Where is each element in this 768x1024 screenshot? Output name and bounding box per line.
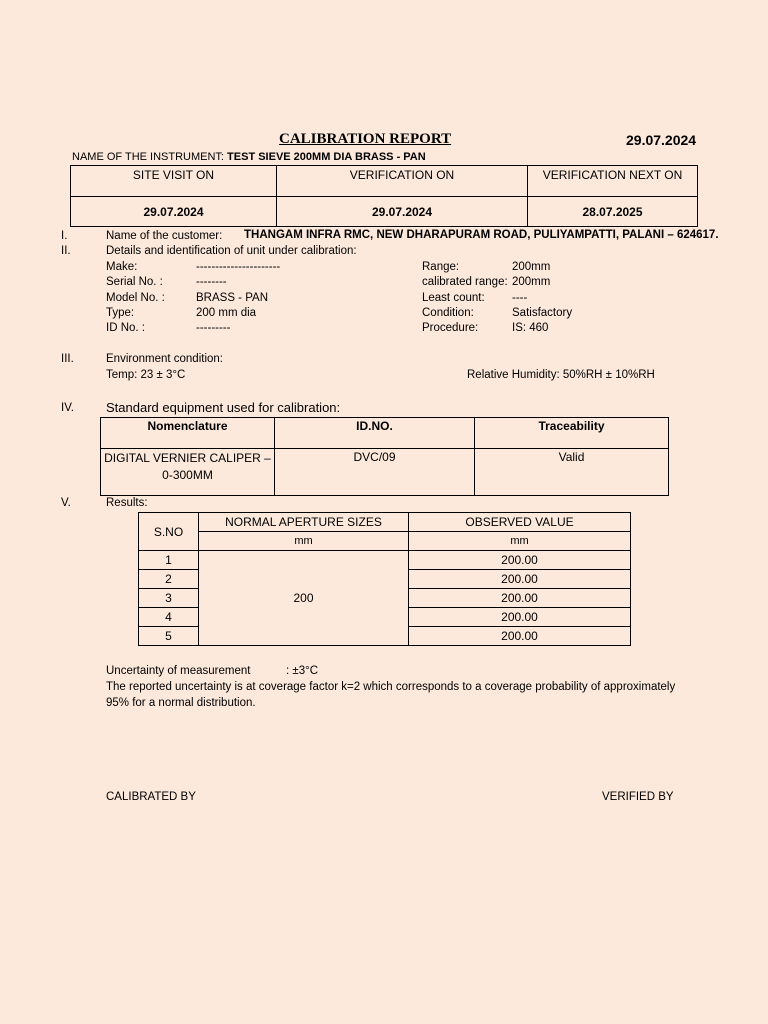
std-header-traceability: Traceability [475,418,669,449]
condition-label: Condition: [422,307,474,319]
range-label: Range: [422,261,460,273]
std-header-id: ID.NO. [275,418,475,449]
verified-by: VERIFIED BY [602,791,674,803]
make-value: ---------------------- [196,261,281,273]
results-sno: 1 [139,551,199,570]
range-value: 200mm [512,261,551,273]
environment-label: Environment condition: [106,353,223,365]
calibrated-range-label: calibrated range: [422,276,508,288]
visit-table [70,165,698,227]
model-value: BRASS - PAN [196,292,268,304]
least-count-value: ---- [512,292,528,304]
instrument-name: TEST SIEVE 200MM DIA BRASS - PAN [227,151,426,163]
section-ii-number: II. [61,245,71,257]
uncertainty-note-line1: The reported uncertainty is at coverage factor k=2 which corresponds to a coverage probability of approximately [106,681,676,693]
serial-value: -------- [196,276,227,288]
results-sno: 3 [139,589,199,608]
details-label: Details and identification of unit under calibration: [106,245,357,257]
section-v-number: V. [61,497,71,509]
std-nomenclature: DIGITAL VERNIER CALIPER – 0-300MM [101,449,275,496]
condition-value: Satisfactory [512,307,573,319]
procedure-label: Procedure: [422,322,479,334]
section-i-number: I. [61,230,68,242]
results-observed: 200.00 [409,627,631,646]
results-header-aperture: NORMAL APERTURE SIZES [199,513,409,532]
humidity: Relative Humidity: 50%RH ± 10%RH [467,369,655,381]
customer-label: Name of the customer: [106,230,223,242]
instrument-label: NAME OF THE INSTRUMENT: [72,151,224,163]
std-header-nomenclature: Nomenclature [101,418,275,449]
visit-header-verification: VERIFICATION ON [277,166,528,197]
uncertainty-label: Uncertainty of measurement [106,665,251,677]
results-observed: 200.00 [409,551,631,570]
results-unit-aperture: mm [199,532,409,551]
results-observed: 200.00 [409,570,631,589]
procedure-value: IS: 460 [512,322,549,334]
std-traceability: Valid [475,449,669,496]
standard-table [100,417,669,496]
calibrated-by: CALIBRATED BY [106,791,196,803]
results-header-observed: OBSERVED VALUE [409,513,631,532]
uncertainty-note-line2: 95% for a normal distribution. [106,697,256,709]
type-value: 200 mm dia [196,307,257,319]
results-sno: 5 [139,627,199,646]
standard-equipment-label: Standard equipment used for calibration: [106,400,341,415]
results-observed: 200.00 [409,608,631,627]
results-sno: 4 [139,608,199,627]
model-label: Model No. : [106,292,165,304]
report-date: 29.07.2024 [626,132,697,148]
calibrated-range-value: 200mm [512,276,551,288]
results-label: Results: [106,497,148,509]
results-header-sno: S.NO [139,513,199,551]
section-iii-number: III. [61,353,74,365]
report-title: CALIBRATION REPORT [279,131,452,147]
temperature: Temp: 23 ± 3°C [106,369,186,381]
results-observed: 200.00 [409,589,631,608]
least-count-label: Least count: [422,292,485,304]
id-value: --------- [196,322,231,334]
customer-name: THANGAM INFRA RMC, NEW DHARAPURAM ROAD, PULIYAMPATTI, PALANI – 624617. [244,229,719,241]
uncertainty-value: : ±3°C [286,665,319,677]
visit-header-site: SITE VISIT ON [71,166,277,197]
results-unit-observed: mm [409,532,631,551]
visit-value-next: 28.07.2025 [528,197,698,227]
results-nominal: 200 [199,551,409,646]
section-iv-number: IV. [61,402,75,414]
serial-label: Serial No. : [106,276,163,288]
results-sno: 2 [139,570,199,589]
visit-value-verification: 29.07.2024 [277,197,528,227]
instrument-line [72,151,426,163]
make-label: Make: [106,261,138,273]
visit-header-next: VERIFICATION NEXT ON [528,166,698,197]
std-id: DVC/09 [275,449,475,496]
id-label: ID No. : [106,322,145,334]
type-label: Type: [106,307,135,319]
results-table [138,512,631,646]
table-row [139,551,631,570]
visit-value-site: 29.07.2024 [71,197,277,227]
